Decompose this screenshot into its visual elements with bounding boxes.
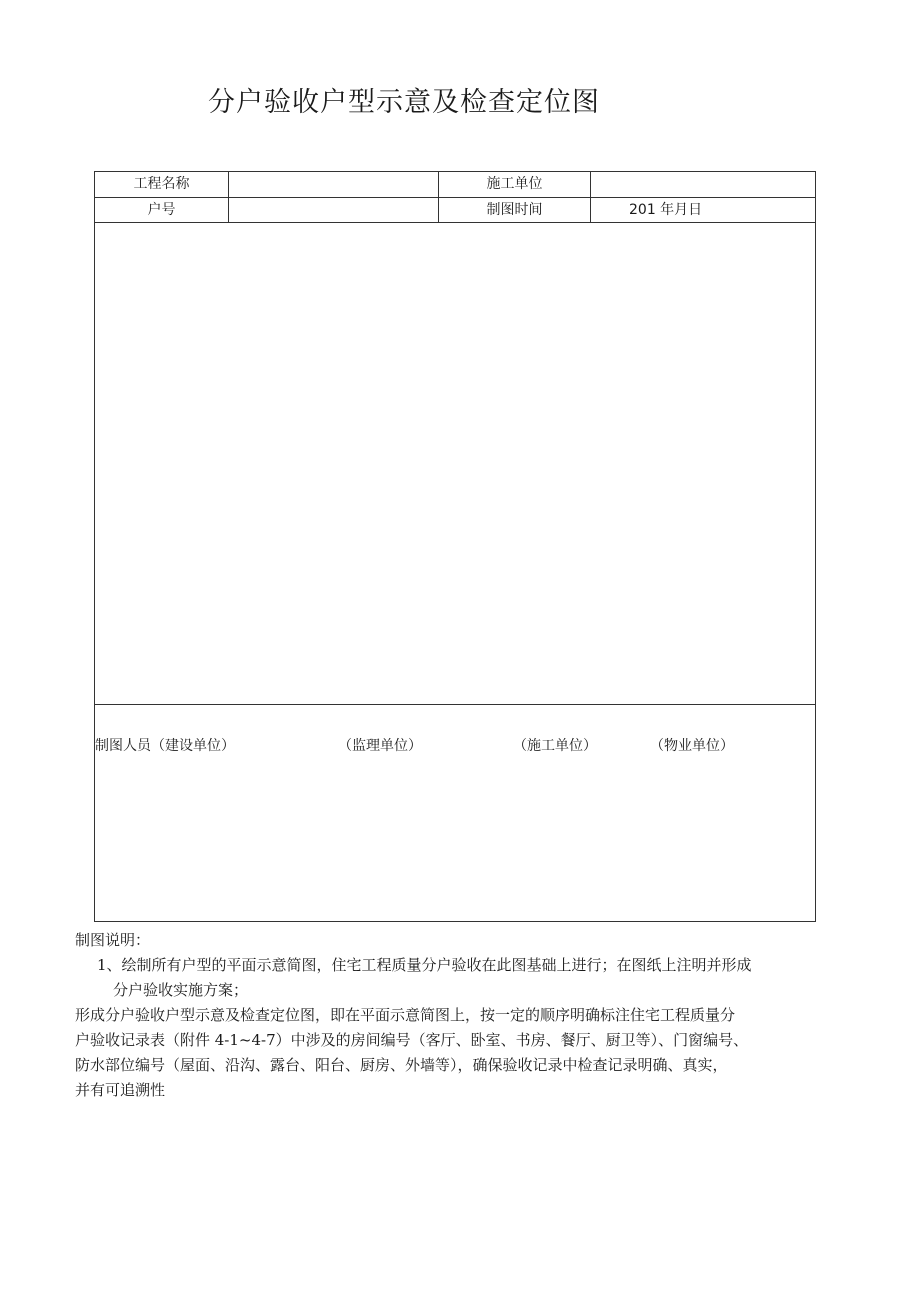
- signature-drafter: 制图人员（建设单位）: [95, 738, 235, 754]
- form-row-project: [95, 172, 815, 198]
- notes-item-1-cont: 分户验收实施方案；: [113, 981, 249, 999]
- notes-paragraph-line: 户验收记录表（附件 4-1~4-7）中涉及的房间编号（客厅、卧室、书房、餐厅、厨卫等）、门窗编号、: [75, 1031, 749, 1049]
- signature-property: （物业单位）: [650, 738, 734, 754]
- page-title: 分户验收户型示意及检查定位图: [208, 87, 600, 118]
- unit-no-field[interactable]: [229, 198, 439, 222]
- drawing-notes: [75, 928, 855, 1103]
- form-row-unit: [95, 198, 815, 223]
- drawing-time-label: 制图时间: [439, 198, 591, 222]
- project-name-label: 工程名称: [95, 172, 229, 197]
- signature-construction: （施工单位）: [513, 738, 597, 754]
- notes-item-1: 1、绘制所有户型的平面示意简图，住宅工程质量分户验收在此图基础上进行；在图纸上注明并形成: [97, 956, 752, 974]
- unit-no-label: 户号: [95, 198, 229, 222]
- project-name-field[interactable]: [229, 172, 439, 197]
- signature-supervision: （监理单位）: [338, 738, 422, 754]
- notes-paragraph-line: 防水部位编号（屋面、沿沟、露台、阳台、厨房、外墙等），确保验收记录中检查记录明确、真实，: [75, 1056, 728, 1074]
- inspection-form: [94, 171, 816, 922]
- notes-paragraph-line: 形成分户验收户型示意及检查定位图，即在平面示意简图上，按一定的顺序明确标注住宅工程质量分: [75, 1006, 736, 1024]
- signature-area: [95, 705, 815, 921]
- notes-heading: 制图说明：: [75, 931, 151, 949]
- construction-unit-field[interactable]: [591, 172, 815, 197]
- floor-plan-drawing-area[interactable]: [95, 223, 815, 705]
- drawing-time-field[interactable]: 201 年月日: [629, 202, 703, 218]
- notes-paragraph-line: 并有可追溯性: [75, 1081, 166, 1099]
- construction-unit-label: 施工单位: [439, 172, 591, 197]
